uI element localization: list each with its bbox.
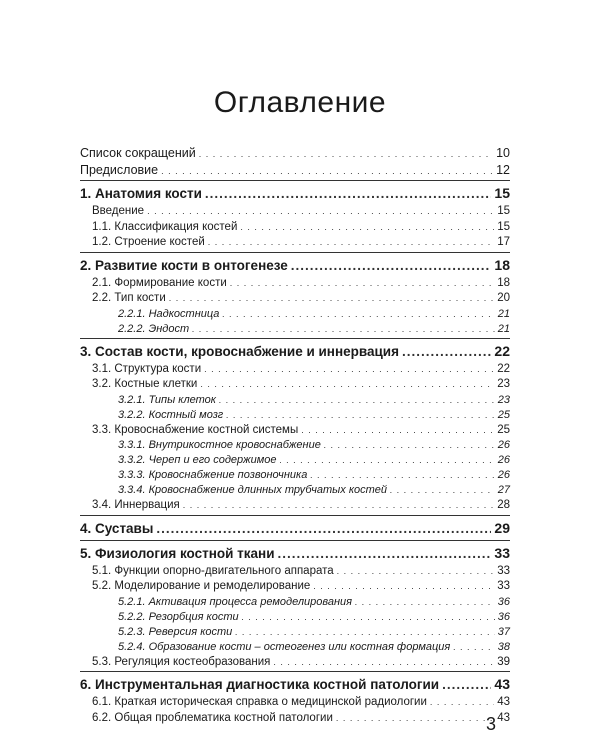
toc-entry-page: 43 xyxy=(497,696,510,708)
toc-entry-label: 3.2. Костные клетки xyxy=(92,378,198,390)
toc-entry-page: 28 xyxy=(497,499,510,511)
toc-entry-page: 23 xyxy=(497,393,510,406)
toc-entry-label: 1.1. Классификация костей xyxy=(92,220,238,233)
toc-entry[interactable] xyxy=(80,695,510,711)
toc-entry[interactable] xyxy=(80,711,510,727)
toc-entry-label: 2.2.1. Надкостница xyxy=(118,307,220,320)
toc-entry[interactable] xyxy=(80,468,510,483)
toc-entry[interactable] xyxy=(80,539,510,564)
chapter-divider xyxy=(80,540,510,541)
toc-entry-page: 37 xyxy=(497,625,510,638)
toc-entry-label: 3. Состав кости, кровоснабжение и иннервация xyxy=(80,343,399,359)
toc-entry-page: 18 xyxy=(494,256,510,273)
chapter-divider xyxy=(80,515,510,516)
toc-entry-label: 1. Анатомия кости xyxy=(80,186,202,201)
toc-entry[interactable] xyxy=(80,610,510,625)
toc-entry[interactable] xyxy=(80,453,510,468)
toc-entry-page: 21 xyxy=(497,322,510,335)
toc-leader-dots xyxy=(301,423,494,439)
toc-leader-dots xyxy=(313,579,494,595)
toc-entry-label: Введение xyxy=(92,205,145,217)
toc-leader-dots xyxy=(169,291,494,307)
toc-entry[interactable] xyxy=(80,276,510,292)
toc-entry[interactable] xyxy=(80,655,510,671)
toc-entry[interactable] xyxy=(80,145,510,162)
toc-entry-label: 2.1. Формирование кости xyxy=(92,276,227,289)
toc-entry-label: 5. Физиология костной ткани xyxy=(80,545,275,561)
page-title: Оглавление xyxy=(213,86,387,119)
toc-leader-dots xyxy=(273,655,494,671)
toc-entry[interactable] xyxy=(80,423,510,439)
toc-leader-dots xyxy=(337,564,495,580)
toc-leader-dots xyxy=(390,483,495,498)
toc-entry-page: 22 xyxy=(497,362,510,375)
toc-leader-dots xyxy=(336,711,494,727)
toc-leader-dots xyxy=(355,595,495,610)
toc-entry-label: Список сокращений xyxy=(80,146,196,160)
toc-entry-page: 26 xyxy=(497,469,510,481)
toc-leader-dots xyxy=(402,341,491,362)
toc-entry-label: 3.3.1. Внутрикостное кровоснабжение xyxy=(118,439,321,451)
toc-entry-page: 17 xyxy=(497,236,510,248)
toc-entry-page: 43 xyxy=(497,711,510,724)
toc-leader-dots xyxy=(200,377,494,393)
toc-entry-label: 5.2.1. Активация процесса ремоделирования xyxy=(118,595,353,608)
toc-entry[interactable] xyxy=(80,220,510,236)
toc-entry-label: 2.2. Тип кости xyxy=(92,292,166,304)
toc-entry-page: 26 xyxy=(497,439,510,451)
toc-leader-dots xyxy=(199,146,493,163)
toc-entry[interactable] xyxy=(80,322,510,337)
toc-entry-label: 6.1. Краткая историческая справка о медицинской радиологии xyxy=(92,696,427,708)
toc-entry[interactable] xyxy=(80,162,510,179)
toc-leader-dots xyxy=(240,220,494,236)
toc-entry-page: 36 xyxy=(497,610,510,623)
toc-entry[interactable] xyxy=(80,640,510,655)
toc-leader-dots xyxy=(230,276,494,292)
chapter-divider xyxy=(80,180,510,181)
toc-entry[interactable] xyxy=(80,377,510,393)
toc-entry[interactable] xyxy=(80,514,510,539)
toc-leader-dots xyxy=(430,695,494,711)
toc-entry-page: 10 xyxy=(496,146,510,160)
toc-leader-dots xyxy=(324,438,495,453)
chapter-divider xyxy=(80,671,510,672)
page-number: 3 xyxy=(486,714,497,734)
toc-entry[interactable] xyxy=(80,362,510,378)
toc-leader-dots xyxy=(278,543,492,564)
chapter-divider xyxy=(80,338,510,339)
toc-leader-dots xyxy=(156,518,491,539)
toc-entry-label: 3.4. Иннервация xyxy=(92,499,180,511)
toc-leader-dots xyxy=(280,453,495,468)
toc-entry-label: 5.2.3. Реверсия кости xyxy=(118,625,233,638)
toc-entry[interactable] xyxy=(80,595,510,610)
toc-entry[interactable] xyxy=(80,625,510,640)
toc-entry-page: 22 xyxy=(494,342,510,359)
toc-leader-dots xyxy=(208,235,494,251)
toc-entry-label: 3.3.3. Кровоснабжение позвоночника xyxy=(118,469,308,481)
toc-entry-page: 33 xyxy=(497,564,510,577)
toc-leader-dots xyxy=(226,408,495,423)
toc-entry-label: 2.2.2. Эндост xyxy=(118,322,190,335)
table-of-contents xyxy=(80,145,510,726)
chapter-divider xyxy=(80,252,510,253)
toc-entry[interactable] xyxy=(80,579,510,595)
toc-entry-label: 3.1. Структура кости xyxy=(92,362,202,375)
toc-entry-page: 12 xyxy=(496,163,510,177)
toc-entry[interactable] xyxy=(80,307,510,322)
toc-entry-page: 36 xyxy=(497,595,510,608)
toc-entry-label: 5.2.2. Резорбция кости xyxy=(118,610,239,623)
toc-leader-dots xyxy=(222,307,494,322)
toc-entry[interactable] xyxy=(80,291,510,307)
toc-leader-dots xyxy=(242,610,495,625)
toc-entry-label: 6.2. Общая проблематика костной патологии xyxy=(92,711,333,724)
toc-entry[interactable] xyxy=(80,670,510,695)
toc-entry[interactable] xyxy=(80,483,510,498)
toc-leader-dots xyxy=(310,468,494,483)
toc-entry-page: 20 xyxy=(497,292,510,304)
toc-entry-label: 5.2. Моделирование и ремоделирование xyxy=(92,580,311,592)
toc-entry-label: 3.2.2. Костный мозг xyxy=(118,408,224,421)
toc-leader-dots xyxy=(204,362,494,378)
toc-entry-label: 3.3.4. Кровоснабжение длинных трубчатых костей xyxy=(118,484,388,496)
toc-leader-dots xyxy=(442,674,491,695)
toc-entry[interactable] xyxy=(80,337,510,362)
toc-entry-page: 15 xyxy=(497,220,510,233)
toc-entry-page: 33 xyxy=(494,544,510,561)
toc-entry-label: Предисловие xyxy=(80,163,159,177)
toc-entry-label: 3.3.2. Череп и его содержимое xyxy=(118,454,277,466)
toc-entry[interactable] xyxy=(80,498,510,514)
toc-entry[interactable] xyxy=(80,251,510,276)
toc-entry-page: 21 xyxy=(497,307,510,320)
toc-entry[interactable] xyxy=(80,564,510,580)
toc-entry-label: 4. Суставы xyxy=(80,520,154,536)
toc-entry-page: 25 xyxy=(497,423,510,436)
toc-entry-label: 5.1. Функции опорно-двигательного аппарата xyxy=(92,564,334,577)
toc-entry-label: 3.2.1. Типы клеток xyxy=(118,393,216,406)
toc-entry-label: 1.2. Строение костей xyxy=(92,236,205,248)
toc-entry[interactable] xyxy=(80,204,510,220)
toc-entry-label: 5.2.4. Образование кости – остеогенез или костная формация xyxy=(118,640,451,653)
toc-entry-page: 27 xyxy=(497,484,510,496)
toc-entry-page: 39 xyxy=(497,655,510,668)
toc-entry-page: 43 xyxy=(494,676,510,692)
toc-leader-dots xyxy=(235,625,494,640)
toc-leader-dots xyxy=(219,393,495,408)
toc-entry-page: 38 xyxy=(497,640,510,653)
toc-entry-label: 3.3. Кровоснабжение костной системы xyxy=(92,423,299,436)
toc-entry[interactable] xyxy=(80,393,510,408)
toc-entry-page: 25 xyxy=(497,408,510,421)
toc-entry-page: 29 xyxy=(494,519,510,536)
toc-entry-page: 26 xyxy=(497,454,510,466)
toc-leader-dots xyxy=(147,204,494,220)
toc-leader-dots xyxy=(453,640,494,655)
toc-leader-dots xyxy=(291,255,492,276)
toc-entry-page: 33 xyxy=(497,580,510,592)
toc-entry-label: 2. Развитие кости в онтогенезе xyxy=(80,257,288,273)
toc-entry-page: 18 xyxy=(497,276,510,289)
toc-entry[interactable] xyxy=(80,438,510,453)
toc-entry[interactable] xyxy=(80,179,510,204)
toc-leader-dots xyxy=(205,183,492,204)
toc-leader-dots xyxy=(161,163,493,180)
toc-entry-label: 6. Инструментальная диагностика костной патологии xyxy=(80,677,440,692)
toc-entry[interactable] xyxy=(80,235,510,251)
toc-leader-dots xyxy=(192,322,495,337)
toc-entry-page: 23 xyxy=(497,378,510,390)
toc-entry-page: 15 xyxy=(494,185,510,201)
toc-entry[interactable] xyxy=(80,408,510,423)
toc-entry-page: 15 xyxy=(497,205,510,217)
toc-leader-dots xyxy=(183,498,494,514)
toc-entry-label: 5.3. Регуляция костеобразования xyxy=(92,655,271,668)
